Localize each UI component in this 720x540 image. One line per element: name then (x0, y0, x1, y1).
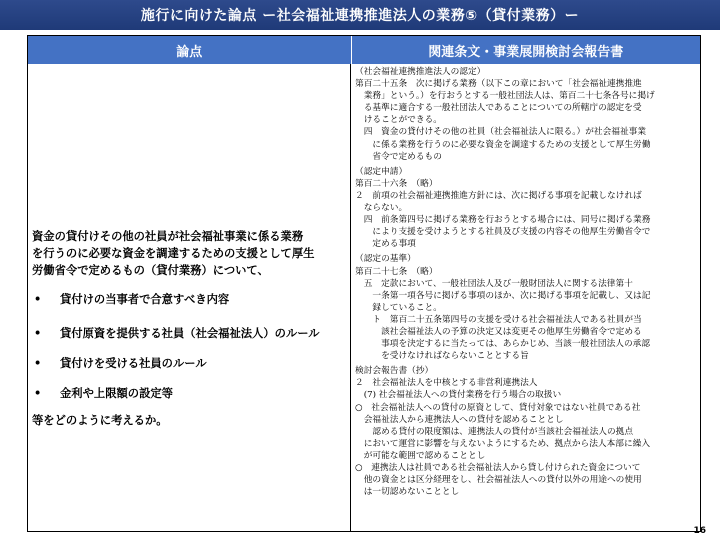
bullet-item (32, 386, 346, 402)
issue-intro (32, 228, 346, 279)
page-title: 施行に向けた論点 ー社会福祉連携推進法人の業務⑤（貸付業務）ー (140, 8, 580, 24)
intro-line: 資金の貸付けその他の社員が社会福祉事業に係る業務 (32, 230, 304, 243)
article-line: 録していること。 (355, 302, 442, 313)
title-bar (0, 0, 720, 30)
bullet-mark: • (34, 293, 42, 306)
related-articles-cell (355, 66, 697, 501)
article-block (355, 253, 697, 362)
intro-line: を行うのに必要な資金を調達するための支援として厚生 (32, 247, 315, 260)
bullet-item (32, 356, 346, 372)
article-line: 第百二十七条 （略） (355, 266, 438, 277)
issues-table (27, 35, 701, 532)
bullet-text: 貸付原資を提供する社員（社会福祉法人）のルール (60, 327, 320, 340)
bullet-mark: • (34, 387, 42, 400)
article-line: 会福祉法人から連携法人への貸付を認めることとし (355, 414, 564, 425)
bullet-mark: • (34, 357, 42, 370)
header-related-articles: 関連条文・事業展開検討会報告書 (428, 44, 624, 60)
article-line: (7) 社会福祉法人への貸付業務を行う場合の取扱い (355, 390, 562, 401)
bullet-text: 貸付けの当事者で合意すべき内容 (60, 293, 230, 306)
article-line: が可能な範囲で認めることとし (355, 450, 486, 461)
article-line: 第百二十五条 次に掲げる業務（以下この章において「社会福祉連携推進 (355, 79, 642, 90)
article-block (355, 365, 697, 498)
article-line: ト 第百二十五条第四号の支援を受ける社会福祉法人である社員が当 (355, 314, 642, 325)
bullet-text: 貸付けを受ける社員のルール (60, 357, 207, 370)
article-line: 事項を決定するに当たっては、あらかじめ、当該一般社団法人の承認 (355, 339, 651, 350)
article-line: において運営に影響を与えないようにするため、拠点から法人本部に繰入 (355, 438, 651, 449)
article-line: けることができる。 (355, 115, 442, 126)
article-line: 四 資金の貸付けその他の社員（社会福祉法人に限る。）が社会福祉事業 (355, 127, 647, 138)
article-block (355, 66, 697, 163)
article-line: により支援を受けようとする社員及び支援の内容その他厚生労働省令で (355, 227, 651, 238)
intro-line: 労働省令で定めるもの（貸付業務）について、 (32, 264, 269, 277)
article-line: ２ 前項の社会福祉連携推進方針には、次に掲げる事項を記載しなければ (355, 190, 642, 201)
article-line: 五 定款において、一般社団法人及び一般財団法人に関する法律第十 (355, 278, 633, 289)
bullet-text: 金利や上限額の設定等 (60, 387, 173, 400)
article-line: 四 前条第四号に掲げる業務を行おうとする場合には、同号に掲げる業務 (355, 215, 651, 226)
article-line: 定める事項 (355, 239, 416, 250)
column-divider (350, 64, 351, 531)
article-line: 他の資金とは区分経理をし、社会福祉法人への貸付以外の用途への使用 (355, 475, 642, 486)
article-line: 検討会報告書（抄） (355, 366, 434, 377)
bullet-mark: • (34, 327, 42, 340)
article-line: ○ 連携法人は社員である社会福祉法人から貸し付けられた資金について (355, 463, 641, 473)
article-block (355, 166, 697, 251)
article-line: ２ 社会福祉法人を中核とする非営利連携法人 (355, 378, 538, 389)
bullet-item (32, 326, 346, 342)
article-line: る基準に適合する一般社団法人であることについての所轄庁の認定を受 (355, 103, 642, 114)
article-line: を受けなければならないこととする旨 (355, 351, 529, 362)
article-line: は一切認めないこととし (355, 487, 460, 498)
article-line: 一条第一項各号に掲げる事項のほか、次に掲げる事項を記載し、又は記 (355, 290, 651, 301)
article-line: （認定の基準） (355, 254, 416, 265)
issues-cell (32, 64, 346, 531)
article-line: 認める貸付の限度額は、連携法人の貸付が当該社会福祉法人の拠点 (355, 426, 633, 437)
article-line: 省令で定めるもの (355, 151, 442, 162)
bullet-item (32, 292, 346, 308)
article-line: ならない。 (355, 203, 408, 214)
header-issues: 論点 (28, 36, 352, 64)
article-line: 該社会福祉法人の予算の決定又は変更その他厚生労働省令で定める (355, 326, 642, 337)
issue-closing: 等をどのように考えるか。 (32, 414, 168, 427)
article-line: ○ 社会福祉法人への貸付の原資として、貸付対象ではない社員である社 (355, 402, 641, 413)
article-line: （認定申請） (355, 166, 408, 177)
article-line: に係る業務を行うのに必要な資金を調達するための支援として厚生労働 (355, 139, 651, 150)
article-line: 第百二十六条 （略） (355, 178, 438, 189)
article-line: （社会福祉連携推進法人の認定） (355, 67, 486, 77)
table-header (28, 36, 700, 64)
article-line: 業務」という。）を行おうとする一般社団法人は、第百二十七条各号に掲げ (355, 91, 655, 102)
page-number: 16 (693, 526, 706, 536)
